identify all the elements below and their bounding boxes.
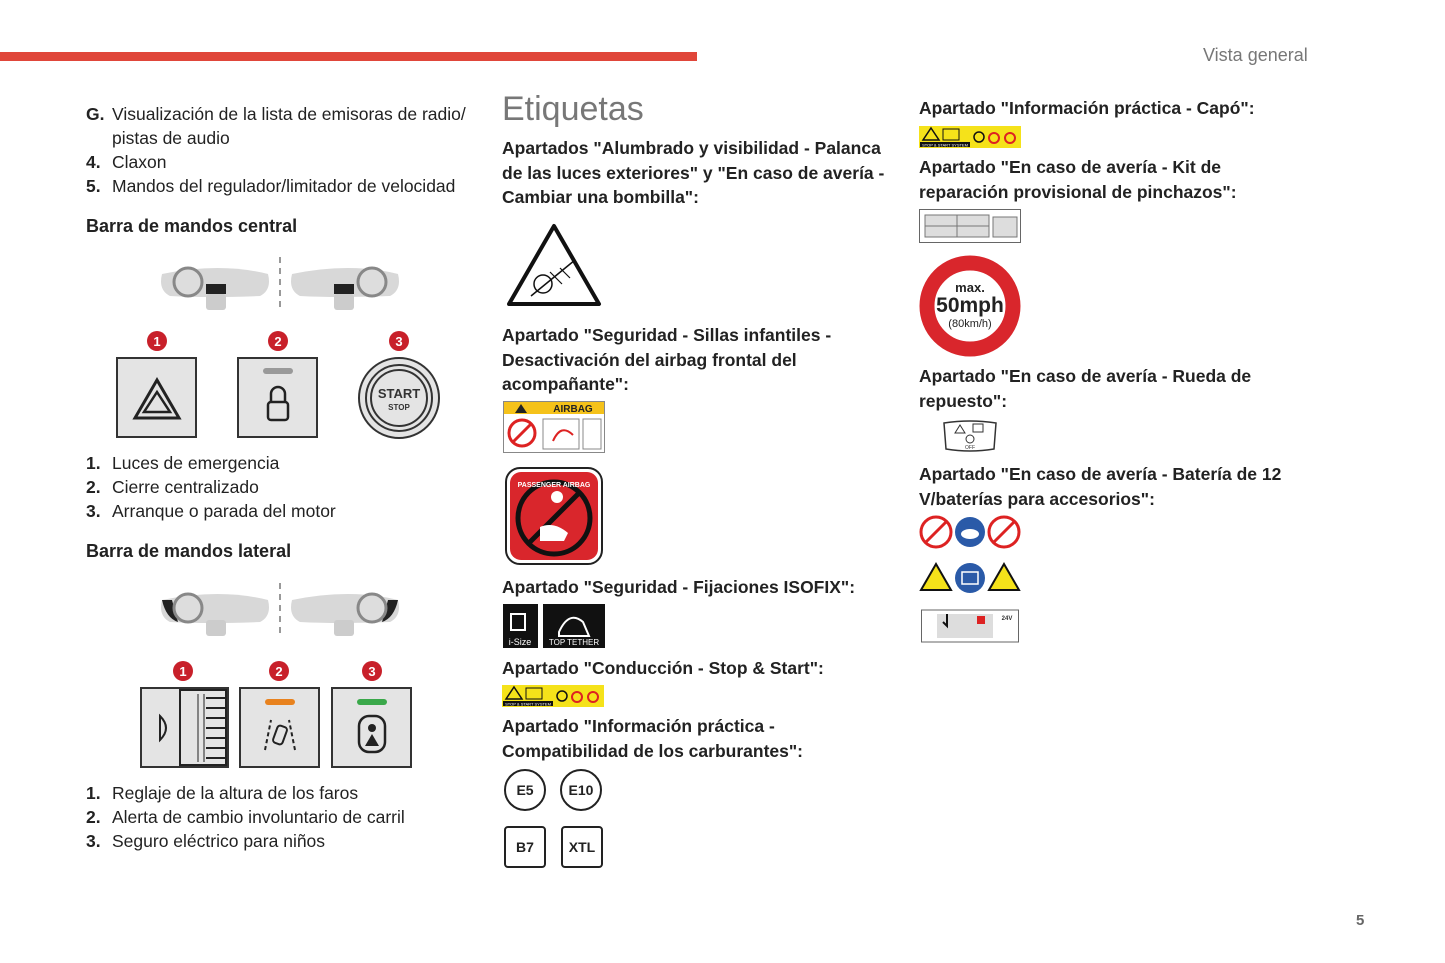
list-item	[86, 150, 481, 174]
speed-limit-sign-icon	[919, 255, 1022, 358]
item-text: Claxon	[112, 152, 167, 172]
item-number: 1.	[86, 453, 101, 473]
i-size-icon	[503, 604, 538, 648]
dashboard-right-icon	[291, 268, 399, 310]
lateral-list	[86, 781, 481, 853]
label-caption-puncture-kit: Apartado "En caso de avería - Kit de reparación provisional de pinchazos":	[919, 157, 1237, 202]
svg-text:START: START	[377, 386, 421, 401]
label-caption-fuel: Apartado "Información práctica - Compatibilidad de los carburantes":	[502, 716, 803, 761]
fuel-xtl-icon	[562, 827, 602, 867]
label-caption-lighting: Apartados "Alumbrado y visibilidad - Palanca de las luces exteriores" y "En caso de avería - Cambiar una bombilla":	[502, 138, 885, 207]
no-flame-icon	[921, 517, 951, 547]
lock-button-icon	[238, 358, 317, 437]
svg-text:STOP: STOP	[388, 403, 410, 412]
badge-3	[362, 661, 382, 681]
label-caption-stop-start: Apartado "Conducción - Stop & Start":	[502, 658, 824, 678]
read-manual-icon	[955, 563, 985, 593]
page-heading: Etiquetas	[502, 90, 644, 128]
svg-text:2: 2	[275, 664, 283, 679]
header-accent-bar	[0, 52, 697, 61]
spare-wheel-label-icon	[940, 419, 1000, 455]
stop-start-label-icon	[502, 685, 604, 707]
puncture-kit-label-icon	[919, 209, 1021, 243]
dashboard-left-icon	[161, 594, 269, 636]
central-bar-illustration	[110, 252, 460, 447]
fuel-e10-icon	[561, 770, 601, 810]
list-item	[86, 829, 481, 853]
svg-text:1: 1	[179, 664, 187, 679]
item-text: Luces de emergencia	[112, 453, 280, 473]
item-number: 5.	[86, 176, 101, 196]
svg-text:i-Size: i-Size	[508, 637, 532, 647]
list-item	[86, 805, 481, 829]
fuel-b7-icon	[505, 827, 545, 867]
list-item	[86, 499, 481, 523]
central-list	[86, 451, 481, 523]
child-lock-icon	[332, 688, 411, 767]
list-item	[86, 475, 481, 499]
fuel-compatibility-labels	[502, 768, 606, 872]
svg-text:B7: B7	[516, 839, 534, 855]
badge-2	[268, 331, 288, 351]
section-title: Vista general	[1203, 45, 1308, 65]
svg-text:E5: E5	[516, 782, 534, 798]
badge-1	[147, 331, 167, 351]
badge-2	[269, 661, 289, 681]
item-number: 3.	[86, 501, 101, 521]
headlamp-adjust-icon	[141, 688, 228, 767]
list-item	[86, 451, 481, 475]
airbag-label-icon	[503, 401, 605, 453]
badge-1	[173, 661, 193, 681]
dashboard-right-icon	[291, 594, 399, 636]
list-item	[86, 102, 481, 150]
svg-text:3: 3	[395, 334, 403, 349]
svg-text:max.: max.	[955, 280, 985, 295]
lane-departure-icon	[240, 688, 319, 767]
hazard-button-icon	[117, 358, 196, 437]
isofix-labels	[503, 604, 605, 648]
item-text: Alerta de cambio involuntario de carril	[112, 807, 405, 827]
item-text: Visualización de la lista de emisoras de radio/ pistas de audio	[112, 104, 466, 148]
item-number: 1.	[86, 783, 101, 803]
item-number: 2.	[86, 477, 101, 497]
item-text: Seguro eléctrico para niños	[112, 831, 326, 851]
item-text: Reglaje de la altura de los faros	[112, 783, 359, 803]
label-caption-bonnet: Apartado "Información práctica - Capó":	[919, 98, 1255, 118]
lateral-bar-heading: Barra de mandos lateral	[86, 541, 292, 561]
top-list	[86, 102, 481, 198]
badge-3	[389, 331, 409, 351]
battery-diagram-icon	[922, 610, 1019, 642]
svg-text:TOP TETHER: TOP TETHER	[548, 638, 600, 647]
lateral-bar-illustration	[110, 578, 460, 773]
list-item	[86, 781, 481, 805]
svg-text:24V: 24V	[1001, 616, 1013, 622]
svg-text:50mph: 50mph	[936, 294, 1004, 317]
item-number: 2.	[86, 807, 101, 827]
svg-text:1: 1	[153, 334, 161, 349]
item-number: 4.	[86, 152, 101, 172]
fuel-e5-icon	[505, 770, 545, 810]
list-item	[86, 174, 481, 198]
label-caption-isofix: Apartado "Seguridad - Fijaciones ISOFIX":	[502, 577, 856, 597]
no-bulb-warning-icon	[505, 222, 603, 310]
item-number: G.	[86, 104, 105, 124]
top-tether-icon	[543, 604, 605, 648]
corrosive-warning-icon	[921, 564, 951, 590]
label-caption-spare-wheel: Apartado "En caso de avería - Rueda de repuesto":	[919, 366, 1252, 411]
battery-labels	[919, 514, 1023, 646]
label-caption-battery: Apartado "En caso de avería - Batería de 12 V/baterías para accesorios":	[919, 464, 1282, 509]
svg-text:XTL: XTL	[568, 839, 596, 855]
svg-text:PASSENGER AIRBAG: PASSENGER AIRBAG	[517, 482, 591, 489]
item-number: 3.	[86, 831, 101, 851]
dashboard-left-icon	[161, 268, 269, 310]
svg-text:STOP & START SYSTEM: STOP & START SYSTEM	[922, 142, 968, 148]
no-children-icon	[989, 517, 1019, 547]
start-stop-button-icon	[359, 358, 439, 438]
item-text: Mandos del regulador/limitador de velocidad	[112, 176, 456, 196]
svg-text:3: 3	[368, 664, 376, 679]
svg-text:(80km/h): (80km/h)	[948, 318, 992, 330]
bonnet-stop-start-label-icon	[919, 126, 1021, 148]
label-caption-airbag: Apartado "Seguridad - Sillas infantiles - Desactivación del airbag frontal del acompañante":	[502, 325, 832, 394]
svg-text:OFF: OFF	[965, 445, 975, 451]
svg-text:STOP & START SYSTEM: STOP & START SYSTEM	[505, 701, 551, 707]
item-text: Cierre centralizado	[112, 477, 259, 497]
central-bar-heading: Barra de mandos central	[86, 216, 298, 236]
page-number: 5	[1356, 912, 1365, 929]
svg-text:AIRBAG: AIRBAG	[553, 404, 593, 415]
item-text: Arranque o parada del motor	[112, 501, 336, 521]
explosive-warning-icon	[989, 564, 1019, 590]
passenger-airbag-warning-icon	[505, 467, 603, 565]
svg-text:E10: E10	[568, 782, 594, 798]
eye-protection-icon	[955, 517, 985, 547]
svg-text:2: 2	[274, 334, 282, 349]
